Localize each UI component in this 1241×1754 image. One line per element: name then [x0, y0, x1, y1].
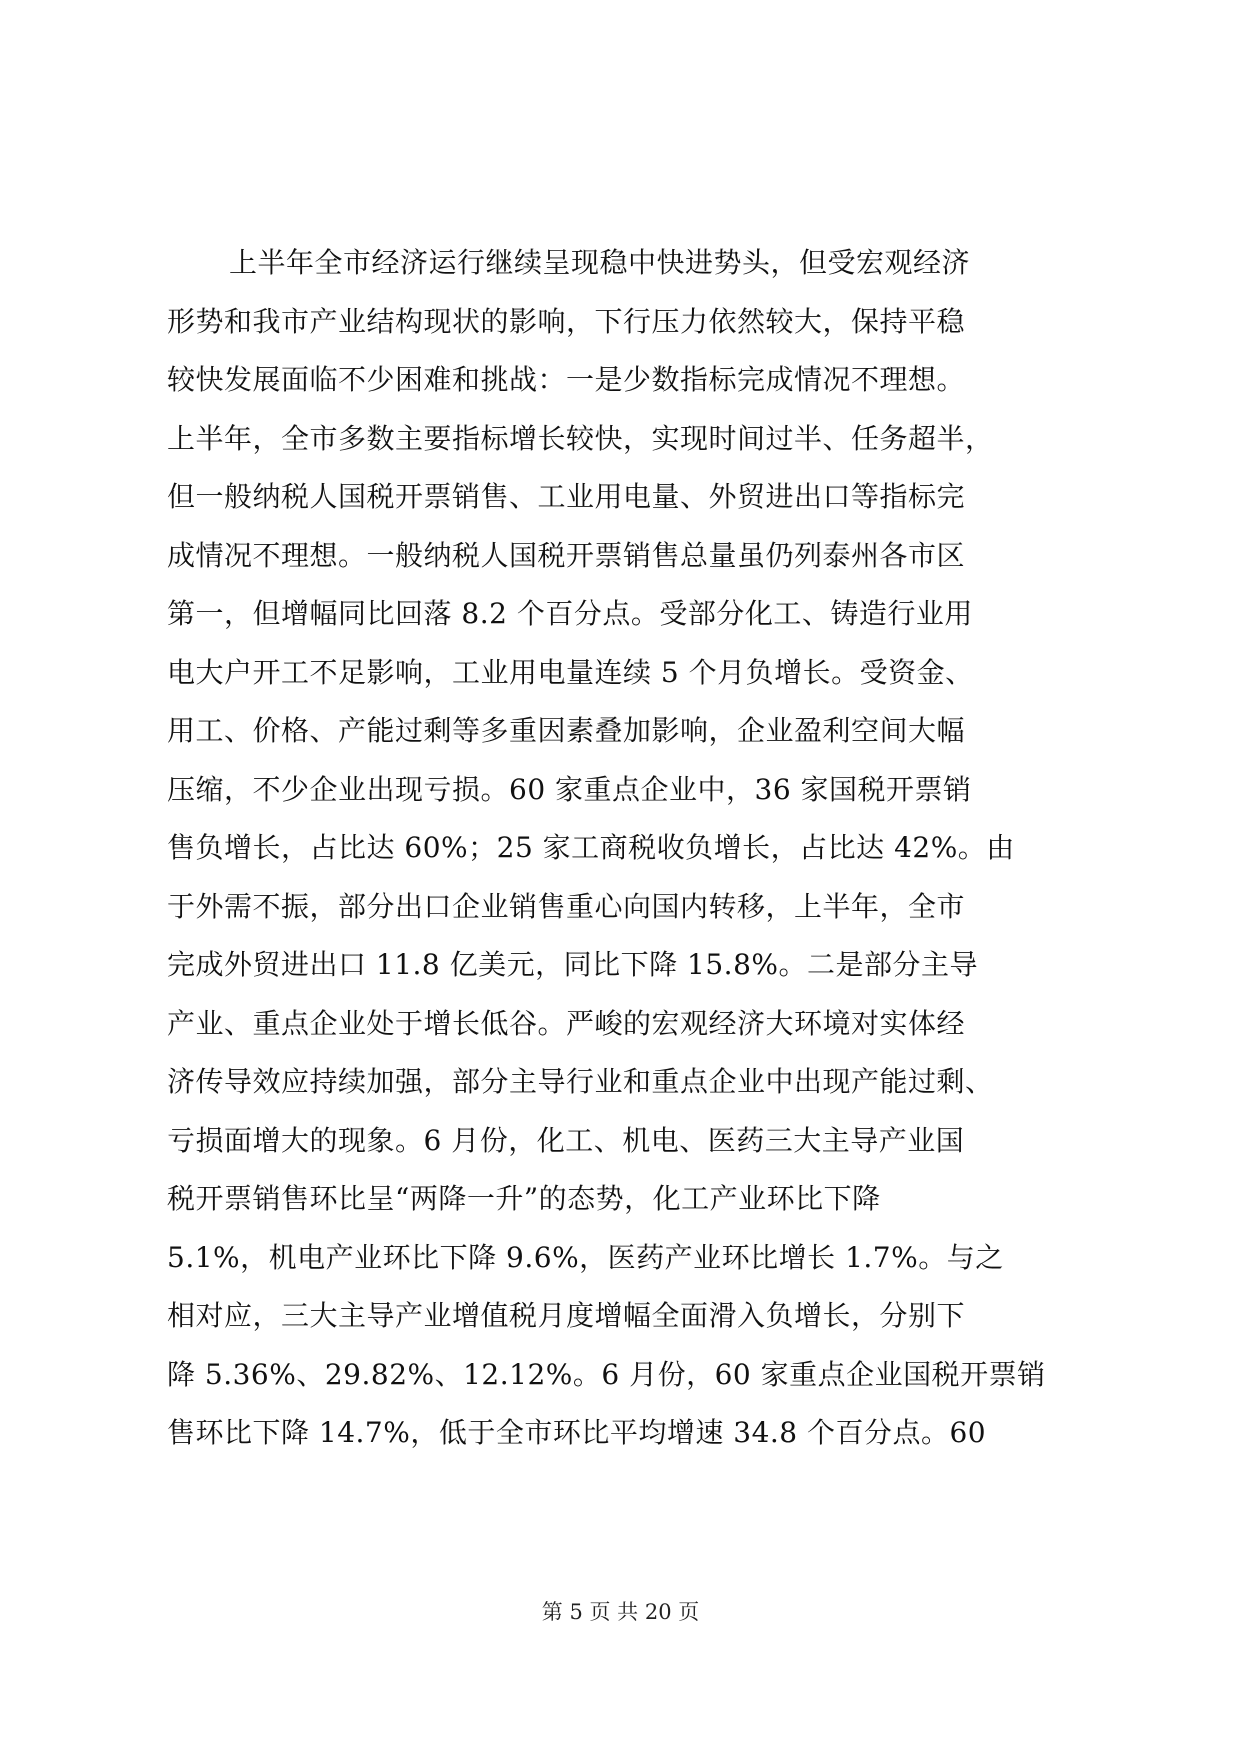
paragraph-line: 税开票销售环比呈“两降一升”的态势，化工产业环比下降 [167, 1182, 881, 1215]
paragraph-line: 相对应，三大主导产业增值税月度增幅全面滑入负增长，分别下 [167, 1299, 966, 1332]
paragraph-line: 电大户开工不足影响，工业用电量连续 5 个月负增长。受资金、 [167, 655, 974, 689]
paragraph-line: 形势和我市产业结构现状的影响，下行压力依然较大，保持平稳 [167, 304, 966, 338]
paragraph-line: 降 5.36%、29.82%、12.12%。6 月份，60 家重点企业国税开票销 [167, 1357, 1046, 1391]
paragraph-line: 济传导效应持续加强，部分主导行业和重点企业中出现产能过剩、 [167, 1065, 994, 1098]
paragraph-line: 压缩，不少企业出现亏损。60 家重点企业中，36 家国税开票销 [167, 772, 972, 806]
paragraph-line: 完成外贸进出口 11.8 亿美元，同比下降 15.8%。二是部分主导 [167, 948, 978, 981]
paragraph-line: 产业、重点企业处于增长低谷。严峻的宏观经济大环境对实体经 [167, 1006, 966, 1040]
paragraph-line: 售负增长，占比达 60%；25 家工商税收负增长，占比达 42%。由 [167, 831, 1015, 864]
paragraph-line: 第一，但增幅同比回落 8.2 个百分点。受部分化工、铸造行业用 [167, 597, 973, 630]
paragraph-line: 但一般纳税人国税开票销售、工业用电量、外贸进出口等指标完 [167, 480, 966, 513]
paragraph-line: 5.1%，机电产业环比下降 9.6%，医药产业环比增长 1.7%。与之 [167, 1240, 1004, 1274]
paragraph-line: 售环比下降 14.7%，低于全市环比平均增速 34.8 个百分点。60 [167, 1416, 987, 1449]
paragraph-line: 亏损面增大的现象。6 月份，化工、机电、医药三大主导产业国 [167, 1123, 965, 1157]
paragraph-line: 上半年全市经济运行继续呈现稳中快进势头，但受宏观经济 [229, 246, 971, 279]
paragraph-line: 上半年，全市多数主要指标增长较快，实现时间过半、任务超半， [167, 421, 994, 455]
paragraph-line: 用工、价格、产能过剩等多重因素叠加影响，企业盈利空间大幅 [167, 714, 966, 747]
paragraph-line: 较快发展面临不少困难和挑战：一是少数指标完成情况不理想。 [167, 363, 966, 396]
paragraph-line: 于外需不振，部分出口企业销售重心向国内转移，上半年，全市 [167, 889, 966, 923]
page-footer: 第 5 页 共 20 页 [541, 1600, 700, 1624]
paragraph-line: 成情况不理想。一般纳税人国税开票销售总量虽仍列泰州各市区 [167, 538, 966, 572]
body-paragraph [167, 234, 1078, 1463]
